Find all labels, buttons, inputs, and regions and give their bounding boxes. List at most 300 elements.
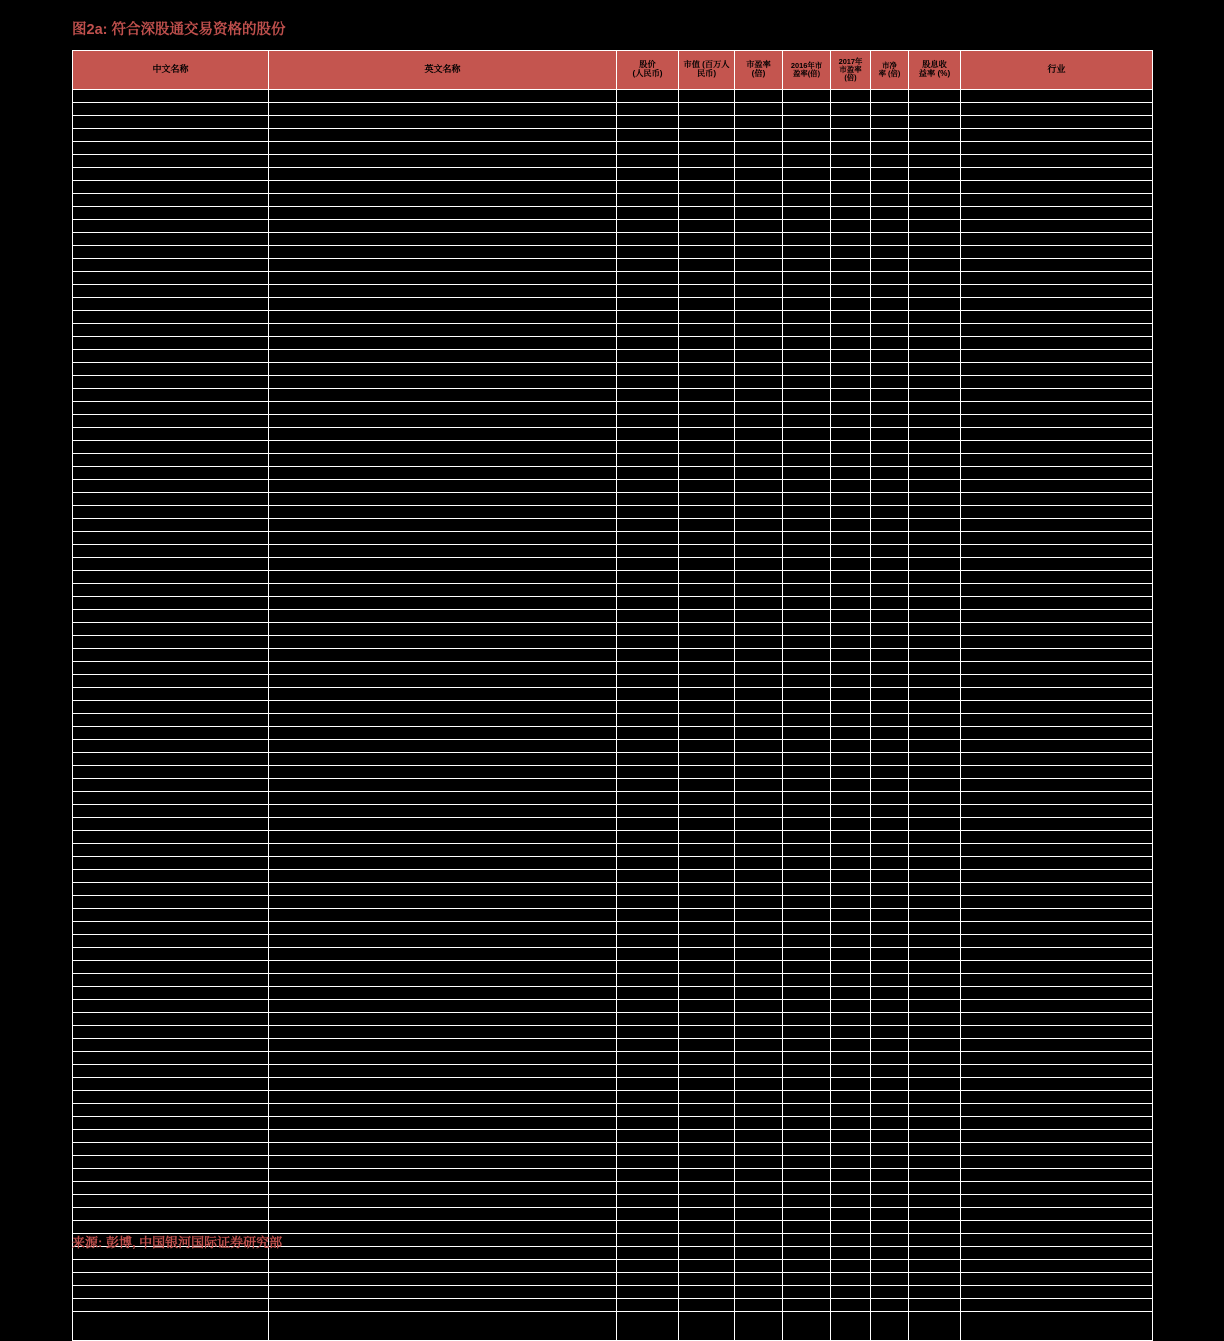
table-cell (735, 1299, 783, 1312)
cell-text (735, 857, 782, 869)
cell-text (73, 1195, 268, 1207)
cell-text (961, 506, 1152, 518)
table-cell (783, 987, 831, 1000)
cell-text (269, 519, 616, 531)
table-cell (909, 389, 961, 402)
cell-text (269, 636, 616, 648)
cell-text (961, 649, 1152, 661)
table-cell (783, 792, 831, 805)
cell-text (269, 207, 616, 219)
cell-text (679, 519, 734, 531)
table-cell (909, 493, 961, 506)
cell-text (831, 623, 870, 635)
table-row (73, 792, 1153, 805)
cell-text (735, 168, 782, 180)
table-cell (961, 961, 1153, 974)
cell-text (961, 1247, 1152, 1259)
table-cell (783, 1000, 831, 1013)
cell-text (617, 740, 678, 752)
cell-text (783, 818, 830, 830)
table-cell (831, 831, 871, 844)
cell-text (269, 532, 616, 544)
table-cell (831, 714, 871, 727)
table-cell (871, 1182, 909, 1195)
cell-text (269, 285, 616, 297)
table-cell (961, 1065, 1153, 1078)
table-cell (871, 545, 909, 558)
table-cell (871, 779, 909, 792)
table-cell (679, 727, 735, 740)
cell-text (269, 727, 616, 739)
table-cell (269, 467, 617, 480)
table-cell (735, 896, 783, 909)
cell-text (783, 766, 830, 778)
cell-text (73, 636, 268, 648)
cell-text (783, 233, 830, 245)
table-cell (617, 1065, 679, 1078)
table-cell (269, 324, 617, 337)
cell-text (831, 1208, 870, 1220)
cell-text (735, 1117, 782, 1129)
table-cell (73, 259, 269, 272)
cell-text (783, 168, 830, 180)
cell-text (679, 298, 734, 310)
table-cell (679, 129, 735, 142)
table-cell (269, 792, 617, 805)
cell-text (871, 584, 908, 596)
cell-text (909, 584, 960, 596)
cell-text (783, 584, 830, 596)
table-cell (871, 116, 909, 129)
table-cell (679, 961, 735, 974)
cell-text (871, 1130, 908, 1142)
cell-text (783, 1273, 830, 1285)
cell-text (269, 1065, 616, 1077)
cell-text (73, 207, 268, 219)
table-cell (679, 116, 735, 129)
table-cell (679, 766, 735, 779)
cell-text (831, 337, 870, 349)
cell-text (617, 532, 678, 544)
table-cell (871, 129, 909, 142)
cell-text (961, 181, 1152, 193)
table-cell (871, 1026, 909, 1039)
cell-text (783, 1312, 830, 1340)
cell-text (961, 103, 1152, 115)
table-cell (909, 584, 961, 597)
table-cell (73, 623, 269, 636)
cell-text (73, 90, 268, 102)
table-cell (679, 402, 735, 415)
cell-text (783, 1117, 830, 1129)
cell-text (617, 1260, 678, 1272)
cell-text (679, 987, 734, 999)
table-cell (831, 1091, 871, 1104)
table-cell (783, 1286, 831, 1299)
cell-text (831, 1273, 870, 1285)
cell-text (909, 779, 960, 791)
cell-text (617, 1208, 678, 1220)
cell-text (871, 987, 908, 999)
table-cell (871, 948, 909, 961)
table-cell (269, 233, 617, 246)
table-cell (871, 714, 909, 727)
table-cell (735, 649, 783, 662)
cell-text (783, 1156, 830, 1168)
cell-text (269, 1052, 616, 1064)
cell-text (783, 896, 830, 908)
table-cell (831, 1221, 871, 1234)
cell-text (909, 1130, 960, 1142)
cell-text (871, 194, 908, 206)
cell-text (909, 389, 960, 401)
cell-text (617, 350, 678, 362)
cell-text (617, 597, 678, 609)
table-cell (269, 1273, 617, 1286)
table-cell (961, 870, 1153, 883)
cell-text (831, 259, 870, 271)
cell-text (679, 350, 734, 362)
cell-text (961, 480, 1152, 492)
cell-text (961, 155, 1152, 167)
table-cell (831, 1195, 871, 1208)
cell-text (679, 155, 734, 167)
cell-text (871, 935, 908, 947)
table-cell (269, 194, 617, 207)
table-cell (909, 1234, 961, 1247)
cell-text (871, 324, 908, 336)
table-cell (783, 831, 831, 844)
cell-text (617, 727, 678, 739)
table-cell (735, 493, 783, 506)
table-cell (783, 675, 831, 688)
table-cell (783, 1182, 831, 1195)
cell-text (909, 870, 960, 882)
table-cell (735, 1065, 783, 1078)
cell-text (679, 1221, 734, 1233)
cell-text (73, 1299, 268, 1311)
cell-text (909, 1091, 960, 1103)
cell-text (73, 506, 268, 518)
table-row (73, 1195, 1153, 1208)
table-cell (735, 402, 783, 415)
table-cell (783, 779, 831, 792)
table-cell (617, 740, 679, 753)
table-cell (73, 1039, 269, 1052)
table-cell (783, 519, 831, 532)
table-row (73, 1052, 1153, 1065)
cell-text (909, 142, 960, 154)
table-row (73, 675, 1153, 688)
cell-text (269, 662, 616, 674)
cell-text (73, 896, 268, 908)
cell-text (735, 974, 782, 986)
cell-text (783, 974, 830, 986)
cell-text (679, 532, 734, 544)
cell-text (679, 558, 734, 570)
cell-text (269, 831, 616, 843)
table-cell (735, 298, 783, 311)
table-cell (269, 415, 617, 428)
cell-text (617, 259, 678, 271)
table-cell (783, 1234, 831, 1247)
table-cell (831, 1312, 871, 1341)
cell-text (269, 649, 616, 661)
cell-text (961, 558, 1152, 570)
cell-text (871, 1104, 908, 1116)
cell-text (269, 467, 616, 479)
cell-text (909, 402, 960, 414)
table-cell (783, 1312, 831, 1341)
cell-text (831, 233, 870, 245)
table-row (73, 870, 1153, 883)
table-cell (831, 948, 871, 961)
cell-text (871, 1286, 908, 1298)
table-cell (961, 1195, 1153, 1208)
table-row (73, 662, 1153, 675)
table-cell (783, 1026, 831, 1039)
table-cell (73, 1104, 269, 1117)
cell-text (831, 831, 870, 843)
cell-text (831, 480, 870, 492)
table-row (73, 1104, 1153, 1117)
cell-text (909, 1039, 960, 1051)
cell-text (909, 129, 960, 141)
cell-text (831, 974, 870, 986)
table-cell (73, 1143, 269, 1156)
cell-text (269, 116, 616, 128)
table-cell (783, 1065, 831, 1078)
cell-text (269, 90, 616, 102)
table-cell (73, 389, 269, 402)
cell-text (831, 1156, 870, 1168)
table-row (73, 259, 1153, 272)
cell-text (269, 545, 616, 557)
table-cell (73, 883, 269, 896)
cell-text (73, 1000, 268, 1012)
cell-text (73, 857, 268, 869)
table-cell (961, 1221, 1153, 1234)
table-cell (909, 831, 961, 844)
table-cell (831, 233, 871, 246)
cell-text (617, 1247, 678, 1259)
table-cell (617, 506, 679, 519)
table-cell (269, 1117, 617, 1130)
cell-text (269, 1000, 616, 1012)
table-cell (871, 1234, 909, 1247)
cell-text (617, 662, 678, 674)
table-cell (831, 753, 871, 766)
table-cell (783, 1130, 831, 1143)
table-cell (269, 259, 617, 272)
cell-text (617, 1273, 678, 1285)
table-cell (961, 740, 1153, 753)
table-cell (871, 571, 909, 584)
cell-text (783, 350, 830, 362)
table-cell (831, 1130, 871, 1143)
table-cell (961, 1156, 1153, 1169)
cell-text (783, 831, 830, 843)
table-cell (617, 1182, 679, 1195)
table-cell (831, 961, 871, 974)
table-cell (617, 1117, 679, 1130)
table-cell (735, 636, 783, 649)
column-header-8: 市净 率 (倍) (871, 51, 909, 90)
table-cell (909, 311, 961, 324)
table-cell (961, 649, 1153, 662)
cell-text (617, 363, 678, 375)
table-cell (871, 519, 909, 532)
table-cell (269, 636, 617, 649)
table-cell (679, 168, 735, 181)
cell-text (73, 1208, 268, 1220)
cell-text (909, 558, 960, 570)
table-cell (831, 1013, 871, 1026)
table-cell (831, 467, 871, 480)
cell-text (679, 129, 734, 141)
table-cell (617, 1273, 679, 1286)
table-cell (783, 506, 831, 519)
cell-text (735, 1208, 782, 1220)
table-cell (617, 259, 679, 272)
table-cell (961, 1000, 1153, 1013)
cell-text (617, 818, 678, 830)
table-cell (783, 233, 831, 246)
table-cell (961, 1234, 1153, 1247)
table-cell (961, 857, 1153, 870)
cell-text (961, 298, 1152, 310)
table-cell (909, 896, 961, 909)
cell-text (871, 116, 908, 128)
cell-text (73, 285, 268, 297)
table-cell (617, 935, 679, 948)
cell-text (269, 181, 616, 193)
cell-text (617, 987, 678, 999)
table-cell (961, 714, 1153, 727)
table-cell (831, 1000, 871, 1013)
table-cell (871, 532, 909, 545)
cell-text (73, 259, 268, 271)
table-cell (961, 948, 1153, 961)
cell-text (961, 246, 1152, 258)
table-cell (735, 1078, 783, 1091)
cell-text (783, 1000, 830, 1012)
table-cell (831, 519, 871, 532)
table-cell (269, 909, 617, 922)
table-cell (617, 220, 679, 233)
cell-text (269, 857, 616, 869)
table-cell (909, 558, 961, 571)
cell-text (617, 116, 678, 128)
table-cell (783, 129, 831, 142)
table-cell (679, 194, 735, 207)
table-cell (831, 1117, 871, 1130)
cell-text (735, 272, 782, 284)
cell-text (73, 415, 268, 427)
table-cell (871, 311, 909, 324)
table-cell (961, 142, 1153, 155)
cell-text (269, 246, 616, 258)
cell-text (617, 922, 678, 934)
cell-text (871, 1065, 908, 1077)
table-cell (617, 1143, 679, 1156)
cell-text (269, 220, 616, 232)
cell-text (783, 207, 830, 219)
table-cell (961, 701, 1153, 714)
table-cell (735, 935, 783, 948)
table-cell (871, 155, 909, 168)
table-cell (909, 883, 961, 896)
cell-text (617, 935, 678, 947)
table-cell (909, 402, 961, 415)
cell-text (909, 1182, 960, 1194)
cell-text (73, 974, 268, 986)
table-cell (73, 1260, 269, 1273)
cell-text (831, 675, 870, 687)
table-cell (961, 1026, 1153, 1039)
cell-text (269, 428, 616, 440)
table-cell (679, 597, 735, 610)
cell-text (909, 298, 960, 310)
cell-text (679, 1039, 734, 1051)
cell-text (961, 1143, 1152, 1155)
table-cell (617, 402, 679, 415)
cell-text (831, 545, 870, 557)
table-cell (909, 792, 961, 805)
table-row (73, 1039, 1153, 1052)
table-cell (961, 1299, 1153, 1312)
table-cell (961, 480, 1153, 493)
cell-text (679, 428, 734, 440)
cell-text (679, 649, 734, 661)
cell-text (871, 155, 908, 167)
table-cell (961, 792, 1153, 805)
cell-text (679, 623, 734, 635)
cell-text (831, 883, 870, 895)
cell-text (783, 1078, 830, 1090)
cell-text (961, 285, 1152, 297)
table-cell (617, 1091, 679, 1104)
cell-text (735, 1182, 782, 1194)
table-cell (871, 363, 909, 376)
cell-text (679, 246, 734, 258)
table-cell (909, 1078, 961, 1091)
table-cell (617, 1221, 679, 1234)
table-cell (679, 415, 735, 428)
table-cell (961, 363, 1153, 376)
cell-text (961, 454, 1152, 466)
stock-eligibility-table (72, 50, 1152, 1341)
cell-text (783, 675, 830, 687)
cell-text (831, 714, 870, 726)
table-cell (269, 649, 617, 662)
table-cell (617, 922, 679, 935)
table-cell (871, 389, 909, 402)
table-cell (961, 311, 1153, 324)
table-cell (871, 298, 909, 311)
cell-text (679, 389, 734, 401)
cell-text (909, 818, 960, 830)
table-cell (909, 1091, 961, 1104)
table-cell (735, 1039, 783, 1052)
cell-text (735, 688, 782, 700)
cell-text (617, 610, 678, 622)
table-cell (909, 285, 961, 298)
table-cell (909, 1273, 961, 1286)
table-cell (909, 844, 961, 857)
cell-text (909, 1273, 960, 1285)
cell-text (679, 831, 734, 843)
